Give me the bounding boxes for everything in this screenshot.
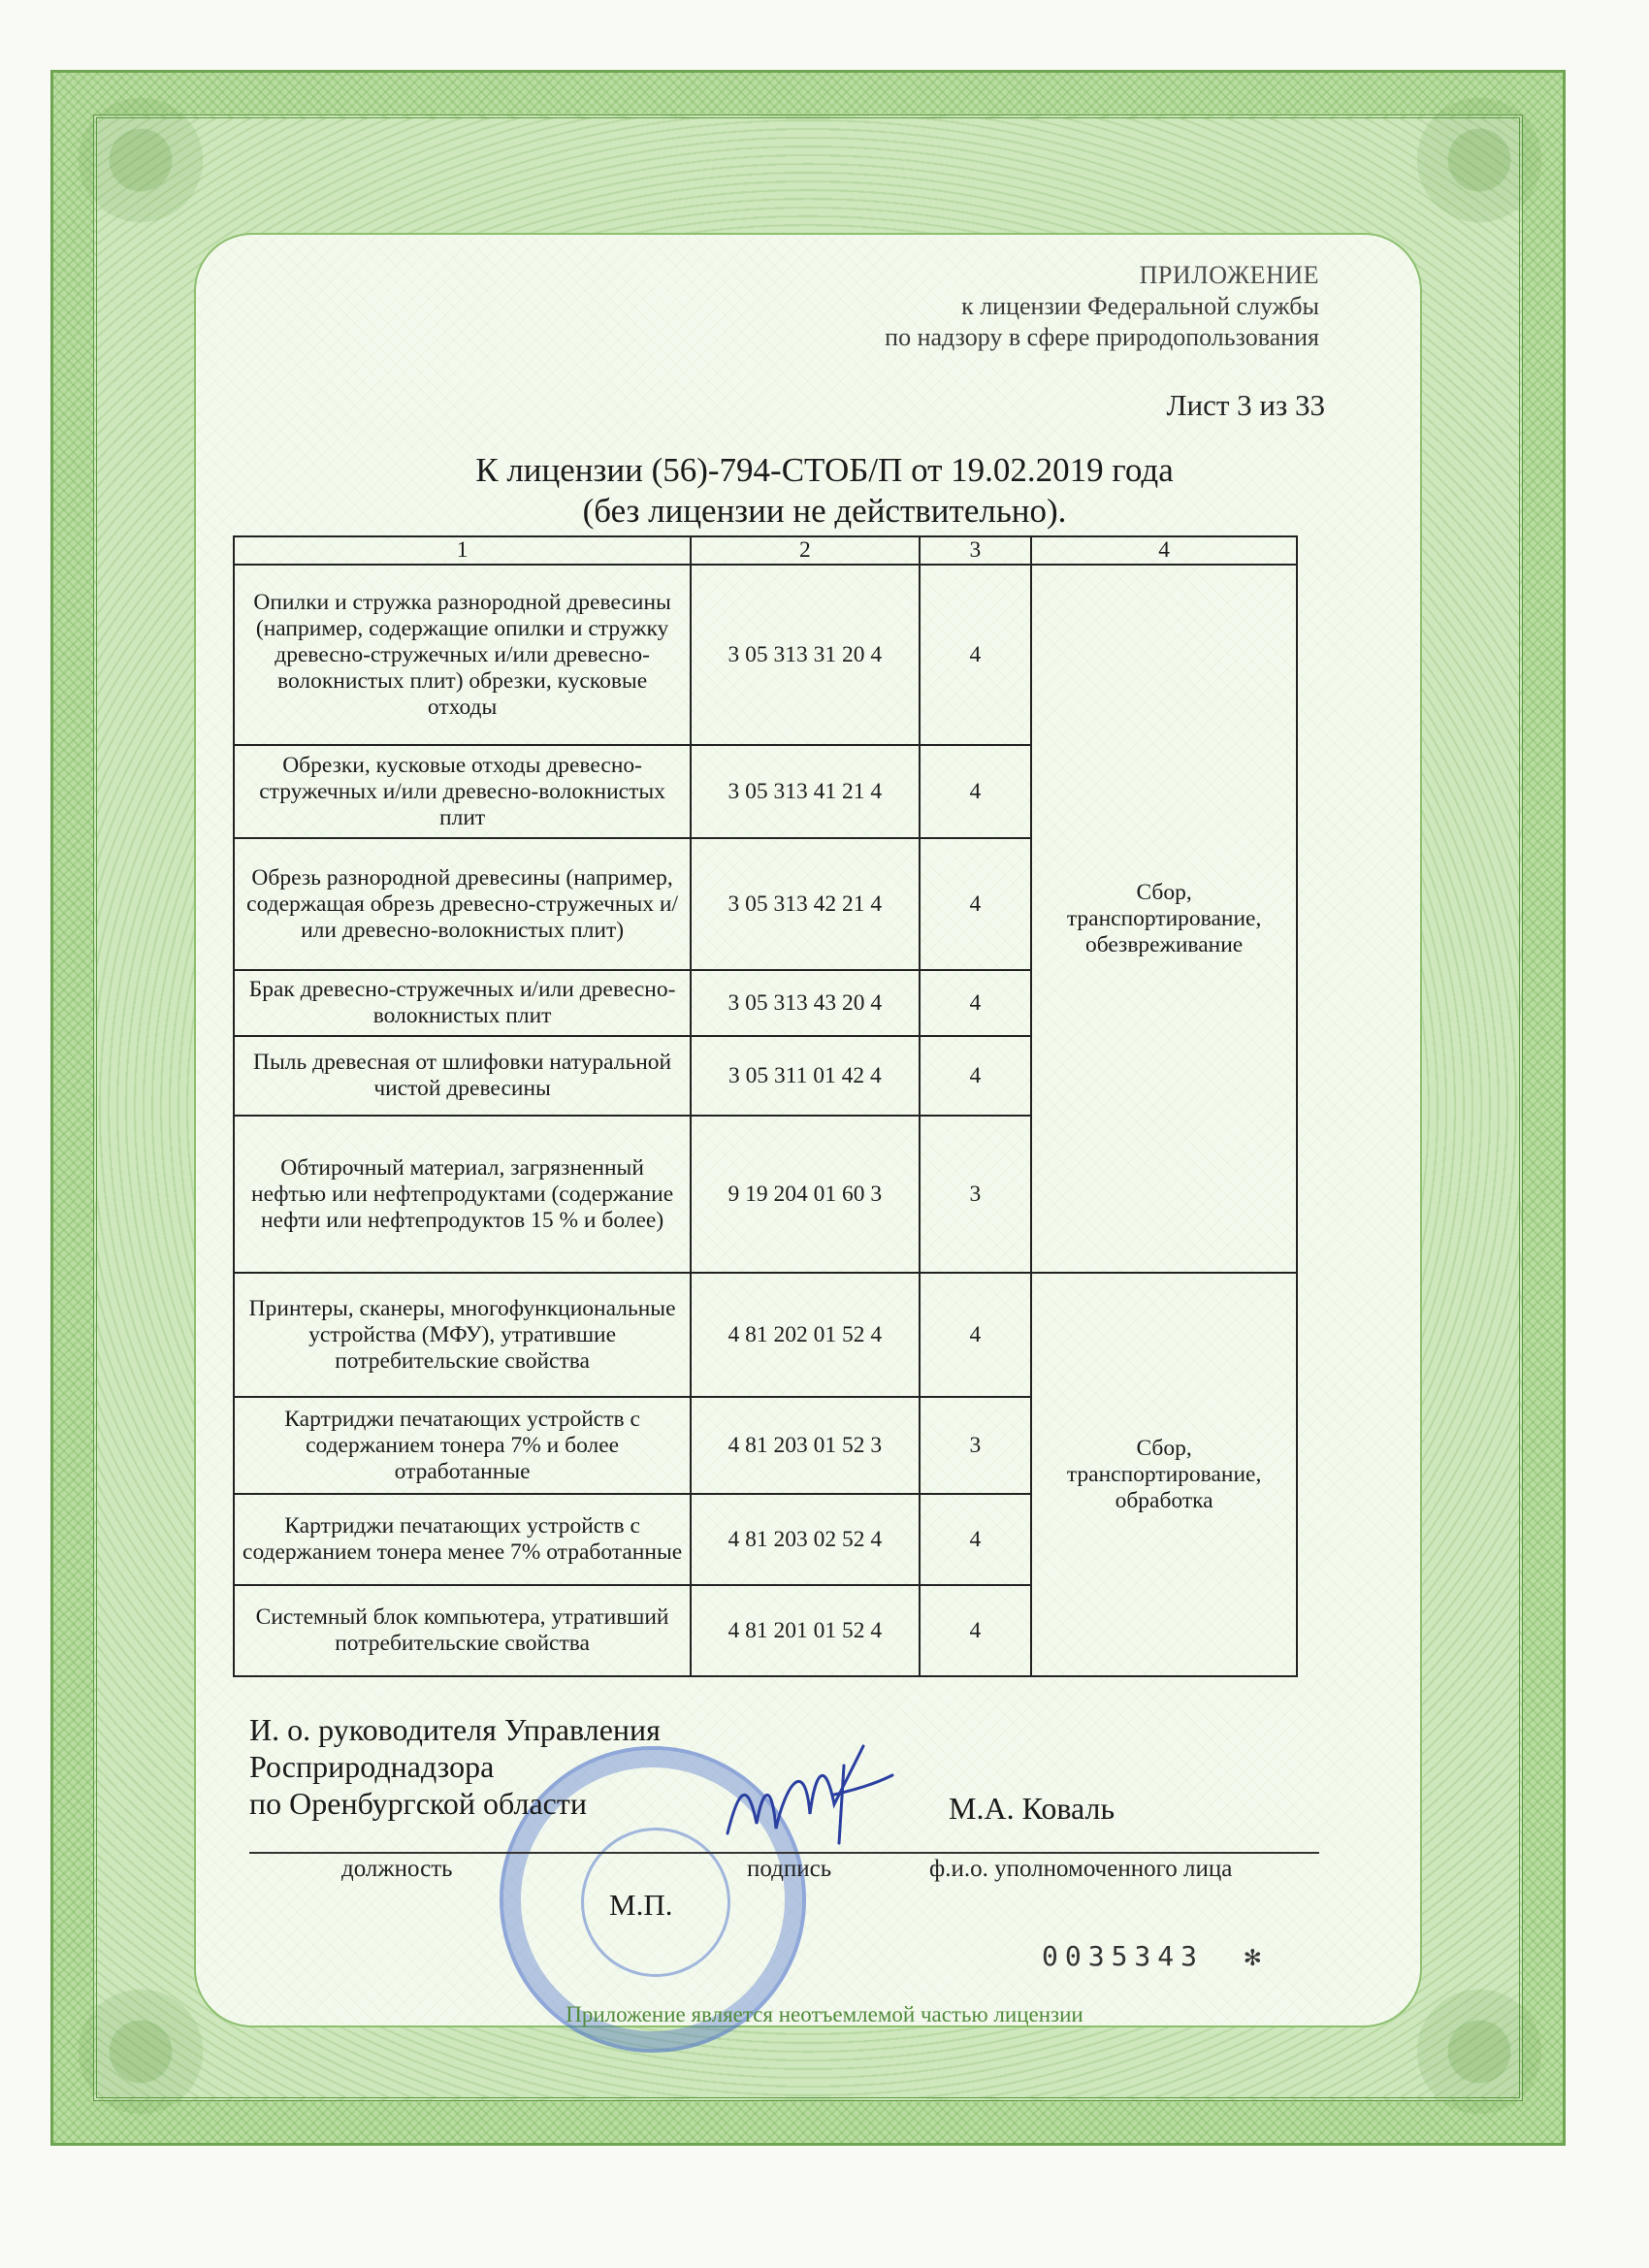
signer-position-line3: по Оренбургской области [249,1786,587,1821]
signer-position [249,1711,661,1822]
waste-code-cell: 3 05 313 31 20 4 [691,565,919,745]
table-header-row [234,536,1297,565]
hazard-class-cell: 4 [920,745,1032,838]
hazard-class-cell: 4 [920,970,1032,1036]
corner-ornament-bottom-right [1406,1979,1552,2124]
license-reference-line1: К лицензии (56)-794-СТОБ/П от 19.02.2019 года [475,451,1174,489]
header-cell: 4 [1031,536,1297,565]
waste-name-cell: Картриджи печатающих устройств с содержанием тонера менее 7% отработанные [234,1494,691,1585]
waste-name-cell: Принтеры, сканеры, многофункциональные устройства (МФУ), утратившие потребительские свойства [234,1273,691,1397]
corner-ornament-bottom-left [68,1979,213,2124]
waste-name-cell: Пыль древесная от шлифовки натуральной чистой древесины [234,1036,691,1116]
hazard-class-cell: 4 [920,1273,1032,1397]
waste-code-cell: 3 05 311 01 42 4 [691,1036,919,1116]
caption-name: ф.и.о. уполномоченного лица [929,1856,1233,1882]
waste-code-cell: 3 05 313 43 20 4 [691,970,919,1036]
caption-position: должность [341,1856,453,1882]
signer-position-line1: И. о. руководителя Управления [249,1712,661,1747]
signer-position-line2: Росприроднадзора [249,1749,495,1784]
table-row [234,1273,1297,1397]
footer-note: Приложение является неотъемлемой частью лицензии [566,2002,1083,2026]
waste-name-cell: Обрезь разнородной древесины (например, содержащая обрезь древесно-стружечных и/или древесно-волокнистых плит) [234,838,691,970]
hazard-class-cell: 4 [920,838,1032,970]
waste-code-cell: 9 19 204 01 60 3 [691,1116,919,1273]
appendix-subtitle-line2: по надзору в сфере природопользования [885,323,1319,351]
waste-code-cell: 4 81 203 02 52 4 [691,1494,919,1585]
waste-name-cell: Обтирочный материал, загрязненный нефтью или нефтепродуктами (содержание нефти или нефтепродуктов 15 % и более) [234,1116,691,1273]
signer-name: М.А. Коваль [949,1791,1116,1826]
sheet-number: Лист 3 из 33 [1166,388,1325,422]
signature-line [249,1852,1319,1854]
waste-table [233,535,1298,1677]
license-reference-line2: (без лицензии не действительно). [582,492,1067,530]
hazard-class-cell: 4 [920,1494,1032,1585]
caption-signature: подпись [747,1856,832,1882]
hazard-class-cell: 4 [920,1585,1032,1676]
waste-code-cell: 4 81 203 01 52 3 [691,1397,919,1494]
waste-name-cell: Опилки и стружка разнородной древесины (например, содержащие опилки и стружку древесно-стружечных и/или древесно-волокнистых плит) обрезки, кусковые отходы [234,565,691,745]
corner-ornament-top-left [68,87,213,233]
waste-name-cell: Брак древесно-стружечных и/или древесно-волокнистых плит [234,970,691,1036]
activity-cell: Сбор, транспортирование, обезвреживание [1031,565,1297,1273]
waste-code-cell: 3 05 313 41 21 4 [691,745,919,838]
hazard-class-cell: 4 [920,1036,1032,1116]
serial-mark-icon: ✻ [1244,1940,1268,1972]
appendix-subtitle-line1: к лицензии Федеральной службы [961,292,1319,320]
serial-number: 0035343 [1042,1940,1205,1972]
waste-name-cell: Системный блок компьютера, утративший потребительские свойства [234,1585,691,1676]
appendix-title: ПРИЛОЖЕНИЕ [1139,261,1319,289]
hazard-class-cell: 3 [920,1397,1032,1494]
waste-name-cell: Картриджи печатающих устройств с содержанием тонера 7% и более отработанные [234,1397,691,1494]
hazard-class-cell: 4 [920,565,1032,745]
corner-ornament-top-right [1406,87,1552,233]
serial-number-block [1042,1940,1268,1972]
waste-name-cell: Обрезки, кусковые отходы древесно-стружечных и/или древесно-волокнистых плит [234,745,691,838]
waste-code-cell: 3 05 313 42 21 4 [691,838,919,970]
license-reference [0,450,1649,532]
handwritten-signature [718,1736,902,1853]
appendix-header [885,260,1319,353]
activity-cell: Сбор, транспортирование, обработка [1031,1273,1297,1676]
seal-place-label: М.П. [609,1888,673,1922]
header-cell: 3 [920,536,1032,565]
table-row [234,565,1297,745]
header-cell: 2 [691,536,919,565]
hazard-class-cell: 3 [920,1116,1032,1273]
waste-code-cell: 4 81 202 01 52 4 [691,1273,919,1397]
header-cell: 1 [234,536,691,565]
waste-code-cell: 4 81 201 01 52 4 [691,1585,919,1676]
